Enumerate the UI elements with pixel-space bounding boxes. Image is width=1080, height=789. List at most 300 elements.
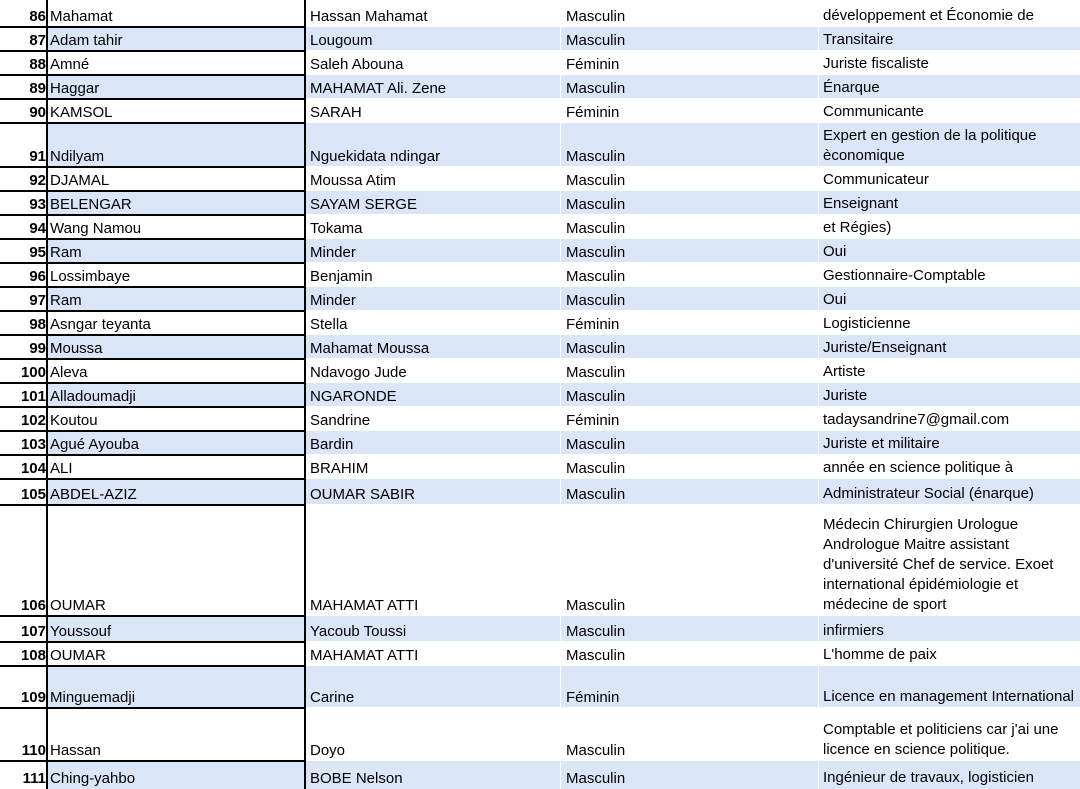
row-divider — [0, 262, 306, 264]
row-divider — [0, 74, 306, 76]
last-name-cell-text: Hassan — [50, 742, 101, 759]
last-name-cell-text: Agué Ayouba — [50, 436, 139, 453]
gender-cell[interactable] — [566, 215, 818, 239]
info-cell-text: Médecin Chirurgien Urologue Andrologue Maitre assistant d'université Chef de service. Exoet international épidémiologie et médecine de sport — [823, 516, 1054, 613]
gender-cell-text: Masculin — [566, 244, 626, 261]
last-name-cell-text: Haggar — [50, 80, 100, 97]
first-name-cell-text: Benjamin — [310, 268, 373, 285]
first-name-cell-text: Nguekidata ndingar — [310, 148, 441, 165]
first-name-cell-text: Moussa Atim — [310, 172, 396, 189]
first-name-cell[interactable] — [308, 75, 560, 99]
gender-cell[interactable] — [566, 383, 818, 407]
first-name-cell[interactable] — [308, 123, 560, 167]
row-number-text: 103 — [20, 436, 46, 453]
last-name-cell[interactable] — [48, 123, 306, 167]
gender-cell[interactable] — [566, 263, 818, 287]
row-number[interactable] — [0, 0, 48, 27]
gender-cell[interactable] — [566, 51, 818, 75]
row-number[interactable] — [0, 407, 48, 431]
last-name-cell[interactable] — [48, 761, 306, 789]
row-number[interactable] — [0, 27, 48, 51]
last-name-cell-text: OUMAR — [50, 647, 106, 664]
row-divider — [0, 615, 306, 617]
first-name-cell[interactable] — [308, 167, 560, 191]
first-name-cell[interactable] — [308, 287, 560, 311]
row-divider — [306, 50, 1080, 51]
row-divider — [0, 760, 306, 762]
row-number[interactable] — [0, 239, 48, 263]
last-name-cell[interactable] — [48, 0, 306, 27]
row-number[interactable] — [0, 616, 48, 642]
first-name-cell-text: BRAHIM — [310, 460, 369, 477]
gender-cell-text: Masculin — [566, 268, 626, 285]
info-cell[interactable] — [823, 287, 1080, 311]
first-name-cell[interactable] — [308, 263, 560, 287]
first-name-cell[interactable] — [308, 505, 560, 616]
last-name-cell-text: Alladoumadji — [50, 388, 136, 405]
info-cell[interactable] — [823, 311, 1080, 335]
gender-cell-text: Masculin — [566, 80, 626, 97]
first-name-cell[interactable] — [308, 215, 560, 239]
info-cell-text: Oui — [823, 243, 847, 260]
gender-cell-text: Féminin — [566, 56, 620, 73]
gender-cell[interactable] — [566, 0, 818, 27]
info-cell[interactable] — [823, 431, 1080, 455]
first-name-cell[interactable] — [308, 708, 560, 761]
info-cell[interactable] — [823, 642, 1080, 666]
last-name-cell[interactable] — [48, 239, 306, 263]
last-name-cell[interactable] — [48, 335, 306, 359]
info-cell-text: L'homme de paix — [823, 646, 937, 663]
first-name-cell-text: Yacoub Toussi — [310, 623, 407, 640]
gender-cell-text: Masculin — [566, 220, 626, 237]
gender-cell-text: Masculin — [566, 647, 626, 664]
info-cell-text: Licence en management International — [823, 688, 1075, 705]
info-cell-text: infirmiers — [823, 622, 884, 639]
first-name-cell[interactable] — [308, 51, 560, 75]
row-divider — [306, 707, 1080, 708]
gender-cell-text: Féminin — [566, 316, 620, 333]
first-name-cell[interactable] — [308, 407, 560, 431]
row-number[interactable] — [0, 311, 48, 335]
info-cell-text: Juriste fiscaliste — [823, 55, 929, 72]
table-row — [0, 407, 1080, 431]
row-divider — [0, 122, 306, 124]
gender-cell[interactable] — [566, 761, 818, 789]
first-name-cell[interactable] — [308, 642, 560, 666]
first-name-cell-text: Hassan Mahamat — [310, 8, 428, 25]
last-name-cell[interactable] — [48, 51, 306, 75]
info-cell[interactable] — [823, 455, 1080, 479]
row-divider — [306, 358, 1080, 359]
gender-cell[interactable] — [566, 75, 818, 99]
row-divider — [306, 310, 1080, 311]
row-number-text: 102 — [20, 412, 46, 429]
row-number[interactable] — [0, 666, 48, 708]
first-name-cell[interactable] — [308, 383, 560, 407]
row-number-text: 89 — [29, 80, 46, 97]
row-divider — [306, 406, 1080, 407]
row-divider — [306, 26, 1080, 27]
first-name-cell-text: MAHAMAT ATTI — [310, 647, 419, 664]
first-name-cell-text: Sandrine — [310, 412, 371, 429]
first-name-cell-text: Minder — [310, 244, 356, 261]
gender-cell[interactable] — [566, 616, 818, 642]
table-row — [0, 99, 1080, 123]
last-name-cell-text: DJAMAL — [50, 172, 110, 189]
info-cell[interactable] — [823, 616, 1080, 642]
info-cell[interactable] — [823, 479, 1080, 505]
first-name-cell[interactable] — [308, 761, 560, 789]
gender-cell[interactable] — [566, 335, 818, 359]
row-number-text: 106 — [20, 597, 46, 614]
info-cell[interactable] — [823, 191, 1080, 215]
row-number[interactable] — [0, 287, 48, 311]
first-name-cell[interactable] — [308, 616, 560, 642]
row-divider — [0, 504, 306, 506]
info-cell[interactable] — [823, 335, 1080, 359]
row-number-text: 86 — [29, 8, 46, 25]
last-name-cell-text: Ram — [50, 292, 82, 309]
gender-cell[interactable] — [566, 505, 818, 616]
table-row — [0, 75, 1080, 99]
info-cell-text: Administrateur Social (énarque) — [823, 485, 1034, 502]
row-divider — [0, 358, 306, 360]
row-number-text: 105 — [20, 486, 46, 503]
info-cell[interactable] — [823, 75, 1080, 99]
first-name-cell-text: Minder — [310, 292, 356, 309]
gender-cell-text: Masculin — [566, 340, 626, 357]
info-cell-text: Énarque — [823, 79, 880, 96]
gender-cell-text: Masculin — [566, 770, 626, 787]
first-name-cell[interactable] — [308, 335, 560, 359]
last-name-cell-text: Wang Namou — [50, 220, 142, 237]
row-number[interactable] — [0, 642, 48, 666]
gender-cell-text: Masculin — [566, 742, 626, 759]
info-cell[interactable] — [823, 167, 1080, 191]
row-divider — [306, 478, 1080, 479]
row-number-text: 91 — [29, 148, 46, 165]
row-number-text: 87 — [29, 32, 46, 49]
info-cell[interactable] — [823, 215, 1080, 239]
table-row — [0, 616, 1080, 642]
table-row — [0, 215, 1080, 239]
table-row — [0, 167, 1080, 191]
row-divider — [306, 615, 1080, 616]
last-name-cell[interactable] — [48, 616, 306, 642]
row-divider — [0, 478, 306, 480]
row-divider — [0, 310, 306, 312]
table-row — [0, 479, 1080, 505]
table-row — [0, 263, 1080, 287]
row-divider — [306, 334, 1080, 335]
row-number[interactable] — [0, 455, 48, 479]
row-number[interactable] — [0, 99, 48, 123]
first-name-cell[interactable] — [308, 455, 560, 479]
gender-cell-text: Masculin — [566, 460, 626, 477]
first-name-cell[interactable] — [308, 0, 560, 27]
row-number-text: 97 — [29, 292, 46, 309]
row-number[interactable] — [0, 123, 48, 167]
first-name-cell-text: Carine — [310, 689, 355, 706]
gender-cell[interactable] — [566, 642, 818, 666]
table-row — [0, 27, 1080, 51]
row-number-text: 90 — [29, 104, 46, 121]
row-number[interactable] — [0, 383, 48, 407]
row-divider — [306, 166, 1080, 167]
first-name-cell-text: MAHAMAT Ali. Zene — [310, 80, 447, 97]
row-divider — [306, 382, 1080, 383]
first-name-cell-text: Doyo — [310, 742, 346, 759]
gender-cell[interactable] — [566, 167, 818, 191]
last-name-cell-text: Lossimbaye — [50, 268, 131, 285]
gender-cell[interactable] — [566, 311, 818, 335]
row-number[interactable] — [0, 505, 48, 616]
first-name-cell[interactable] — [308, 99, 560, 123]
info-cell[interactable] — [823, 359, 1080, 383]
first-name-cell-text: Saleh Abouna — [310, 56, 404, 73]
row-divider — [306, 760, 1080, 761]
gender-cell-text: Féminin — [566, 689, 620, 706]
info-cell-text: et Régies) — [823, 219, 892, 236]
row-divider — [306, 454, 1080, 455]
info-cell-text: Transitaire — [823, 31, 894, 48]
table-row — [0, 455, 1080, 479]
info-cell[interactable] — [823, 239, 1080, 263]
row-number-text: 93 — [29, 196, 46, 213]
row-divider — [306, 74, 1080, 75]
gender-cell-text: Masculin — [566, 32, 626, 49]
first-name-cell-text: SAYAM SERGE — [310, 196, 417, 213]
last-name-cell[interactable] — [48, 455, 306, 479]
row-number[interactable] — [0, 75, 48, 99]
row-number[interactable] — [0, 761, 48, 789]
row-number-text: 108 — [20, 647, 46, 664]
info-cell[interactable] — [823, 123, 1080, 167]
gender-cell-text: Masculin — [566, 364, 626, 381]
last-name-cell-text: Aleva — [50, 364, 88, 381]
first-name-cell[interactable] — [308, 359, 560, 383]
gender-cell[interactable] — [566, 123, 818, 167]
first-name-cell-text: OUMAR SABIR — [310, 486, 416, 503]
row-divider — [0, 98, 306, 100]
row-number[interactable] — [0, 263, 48, 287]
table-row — [0, 239, 1080, 263]
last-name-cell[interactable] — [48, 479, 306, 505]
gender-cell-text: Féminin — [566, 412, 620, 429]
row-number[interactable] — [0, 51, 48, 75]
table-row — [0, 642, 1080, 666]
row-number-text: 107 — [20, 623, 46, 640]
row-number-text: 96 — [29, 268, 46, 285]
row-number-text: 92 — [29, 172, 46, 189]
gender-cell-text: Masculin — [566, 486, 626, 503]
last-name-cell[interactable] — [48, 27, 306, 51]
info-cell-text: Artiste — [823, 363, 866, 380]
last-name-cell[interactable] — [48, 505, 306, 616]
last-name-cell[interactable] — [48, 708, 306, 761]
last-name-cell[interactable] — [48, 167, 306, 191]
gender-cell[interactable] — [566, 455, 818, 479]
gender-cell-text: Masculin — [566, 148, 626, 165]
info-cell[interactable] — [823, 407, 1080, 431]
row-divider — [0, 334, 306, 336]
table-row — [0, 0, 1080, 27]
first-name-cell-text: Ndavogo Jude — [310, 364, 407, 381]
last-name-cell[interactable] — [48, 287, 306, 311]
row-divider — [0, 665, 306, 667]
row-divider — [0, 214, 306, 216]
first-name-cell-text: Tokama — [310, 220, 363, 237]
last-name-cell[interactable] — [48, 75, 306, 99]
last-name-cell[interactable] — [48, 359, 306, 383]
table-row — [0, 311, 1080, 335]
gender-cell-text: Féminin — [566, 104, 620, 121]
info-cell[interactable] — [823, 27, 1080, 51]
first-name-cell[interactable] — [308, 431, 560, 455]
info-cell-text: Juriste/Enseignant — [823, 339, 947, 356]
last-name-cell-text: OUMAR — [50, 597, 106, 614]
row-divider — [0, 430, 306, 432]
gender-cell[interactable] — [566, 99, 818, 123]
first-name-cell-text: Bardin — [310, 436, 354, 453]
gender-cell[interactable] — [566, 287, 818, 311]
last-name-cell-text: ALI — [50, 460, 73, 477]
table-row — [0, 431, 1080, 455]
row-divider — [306, 122, 1080, 123]
info-cell-text: Juriste et militaire — [823, 435, 940, 452]
info-cell-text: Communicateur — [823, 171, 929, 188]
column-divider — [560, 0, 561, 789]
row-number[interactable] — [0, 335, 48, 359]
gender-cell[interactable] — [566, 666, 818, 708]
gender-cell[interactable] — [566, 239, 818, 263]
row-divider — [306, 262, 1080, 263]
column-divider — [304, 0, 306, 789]
row-divider — [306, 238, 1080, 239]
gender-cell[interactable] — [566, 359, 818, 383]
row-number[interactable] — [0, 708, 48, 761]
row-divider — [0, 382, 306, 384]
info-cell-text: tadaysandrine7@gmail.com — [823, 411, 1010, 428]
first-name-cell[interactable] — [308, 191, 560, 215]
info-cell[interactable] — [823, 761, 1080, 789]
last-name-cell[interactable] — [48, 642, 306, 666]
gender-cell-text: Masculin — [566, 172, 626, 189]
row-number[interactable] — [0, 167, 48, 191]
last-name-cell-text: Amné — [50, 56, 90, 73]
info-cell[interactable] — [823, 51, 1080, 75]
first-name-cell-text: NGARONDE — [310, 388, 397, 405]
first-name-cell[interactable] — [308, 666, 560, 708]
row-divider — [306, 286, 1080, 287]
row-divider — [306, 641, 1080, 642]
table-row — [0, 383, 1080, 407]
info-cell[interactable] — [823, 263, 1080, 287]
row-divider — [0, 286, 306, 288]
gender-cell-text: Masculin — [566, 8, 626, 25]
last-name-cell[interactable] — [48, 666, 306, 708]
last-name-cell[interactable] — [48, 431, 306, 455]
gender-cell-text: Masculin — [566, 597, 626, 614]
last-name-cell-text: KAMSOL — [50, 104, 113, 121]
gender-cell[interactable] — [566, 27, 818, 51]
gender-cell[interactable] — [566, 191, 818, 215]
info-cell-text: Gestionnaire-Comptable — [823, 267, 986, 284]
gender-cell[interactable] — [566, 708, 818, 761]
info-cell[interactable] — [823, 708, 1080, 761]
first-name-cell[interactable] — [308, 239, 560, 263]
info-cell-text: Expert en gestion de la politique èconomique — [823, 127, 1037, 164]
last-name-cell[interactable] — [48, 191, 306, 215]
last-name-cell-text: Ram — [50, 244, 82, 261]
row-number-text: 109 — [20, 689, 46, 706]
row-number[interactable] — [0, 359, 48, 383]
table-row — [0, 359, 1080, 383]
info-cell-text: Comptable et politiciens car j'ai une licence en science politique. — [823, 721, 1059, 758]
gender-cell[interactable] — [566, 407, 818, 431]
first-name-cell[interactable] — [308, 27, 560, 51]
gender-cell[interactable] — [566, 479, 818, 505]
info-cell-text: développement et Économie de — [823, 7, 1034, 24]
row-number[interactable] — [0, 431, 48, 455]
row-divider — [0, 641, 306, 643]
last-name-cell-text: Moussa — [50, 340, 103, 357]
gender-cell-text: Masculin — [566, 436, 626, 453]
info-cell[interactable] — [823, 0, 1080, 27]
row-number[interactable] — [0, 479, 48, 505]
row-divider — [0, 454, 306, 456]
table-row — [0, 287, 1080, 311]
last-name-cell[interactable] — [48, 407, 306, 431]
info-cell-text: Juriste — [823, 387, 868, 404]
last-name-cell-text: Koutou — [50, 412, 98, 429]
last-name-cell-text: Ndilyam — [50, 148, 105, 165]
last-name-cell[interactable] — [48, 215, 306, 239]
first-name-cell[interactable] — [308, 311, 560, 335]
last-name-cell[interactable] — [48, 263, 306, 287]
first-name-cell-text: Lougoum — [310, 32, 373, 49]
last-name-cell-text: BELENGAR — [50, 196, 132, 213]
info-cell-text: Ingénieur de travaux, logisticien — [823, 769, 1034, 786]
last-name-cell[interactable] — [48, 99, 306, 123]
row-divider — [306, 430, 1080, 431]
row-number[interactable] — [0, 191, 48, 215]
row-number-text: 99 — [29, 340, 46, 357]
table-row — [0, 51, 1080, 75]
info-cell[interactable] — [823, 505, 1080, 616]
row-number[interactable] — [0, 215, 48, 239]
row-number-text: 98 — [29, 316, 46, 333]
last-name-cell[interactable] — [48, 311, 306, 335]
first-name-cell[interactable] — [308, 479, 560, 505]
row-divider — [306, 504, 1080, 505]
info-cell-text: Logisticienne — [823, 315, 911, 332]
table-row — [0, 505, 1080, 616]
info-cell[interactable] — [823, 99, 1080, 123]
row-number-text: 104 — [20, 460, 46, 477]
row-number-text: 101 — [20, 388, 46, 405]
row-divider — [306, 190, 1080, 191]
info-cell[interactable] — [823, 666, 1080, 708]
info-cell[interactable] — [823, 383, 1080, 407]
table-row — [0, 123, 1080, 167]
last-name-cell[interactable] — [48, 383, 306, 407]
row-divider — [0, 166, 306, 168]
last-name-cell-text: Ching-yahbo — [50, 770, 136, 787]
gender-cell[interactable] — [566, 431, 818, 455]
first-name-cell-text: Stella — [310, 316, 348, 333]
